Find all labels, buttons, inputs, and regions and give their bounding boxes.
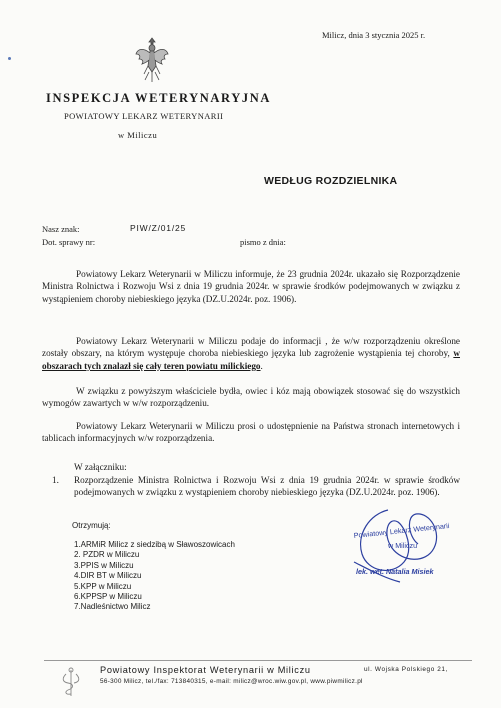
attachments-title: W załączniku:: [74, 462, 127, 472]
recipients-list: [74, 540, 235, 613]
recipient-heading: WEDŁUG ROZDZIELNIKA: [264, 175, 398, 187]
recipient-item: 6.KPPSP w Miliczu: [74, 592, 142, 602]
footer-divider: [44, 660, 472, 661]
recipient-item: 1.ARMiR Milicz z siedzibą w Sławoszowicach: [74, 540, 235, 549]
footer-address: ul. Wojska Polskiego 21,: [364, 666, 448, 673]
institution-subtitle: POWIATOWY LEKARZ WETERYNARII: [64, 111, 224, 121]
paragraph-4: [42, 420, 460, 445]
recipients-title: Otrzymują:: [72, 521, 111, 530]
stamp-line-2: w Miliczu: [388, 541, 418, 550]
document-date: Milicz, dnia 3 stycznia 2025 r.: [322, 30, 426, 40]
our-ref-label: Nasz znak:: [42, 224, 80, 234]
our-ref-value: PIW/Z/01/25: [130, 223, 187, 233]
paragraph-2: [42, 335, 460, 372]
attachment-number: 1.: [52, 475, 59, 485]
recipient-item: 4.DIR BT w Miliczu: [74, 571, 142, 581]
stamp-line-1: Powiatowy Lekarz Weterynarii: [353, 520, 450, 540]
polish-eagle-emblem-icon: [134, 36, 170, 86]
paragraph-1: [42, 268, 460, 305]
recipient-item: 2. PZDR w Miliczu: [74, 550, 140, 560]
stamp-line-3: lek. wet. Natalia Misiek: [356, 567, 434, 576]
letter-date-label: pismo z dnia:: [240, 237, 286, 247]
paragraph-3: [42, 385, 460, 410]
institution-city: w Miliczu: [118, 130, 158, 140]
paragraph-4-text: Powiatowy Lekarz Weterynarii w Miliczu prosi o udostępnienie na Państwa stronach internetowych i tablicach informacyjnych w/w rozporządzenia.: [42, 421, 460, 444]
paragraph-1-text: Powiatowy Lekarz Weterynarii w Miliczu informuje, że 23 grudnia 2024r. ukazało się Rozporządzenie Ministra Rolnictwa i Rozwoju Wsi z dnia 19 grudnia 2024r. w sprawie środków podejmowanych w związku z wystąpieniem choroby niebieskiego języka (DZ.U.2024r. poz. 1906).: [42, 269, 460, 304]
official-stamp-signature: [348, 504, 458, 584]
attachment-item: [52, 474, 460, 499]
case-number-label: Dot. sprawy nr:: [42, 237, 96, 247]
paragraph-2-text: Powiatowy Lekarz Weterynarii w Miliczu podaje do informacji , że w/w rozporządzeniu określone zostały obszary, na którym występuje choroba niebieskiego języka lub zagrożenie wystąpienia tej choroby,: [42, 336, 460, 359]
attachment-text: Rozporządzenie Ministra Rolnictwa i Rozwoju Wsi z dnia 19 grudnia 2024r. w sprawie środków podejmowanych w związku z wystąpieniem choroby niebieskiego języka (DZ.U.2024r. poz. 1906).: [74, 475, 460, 498]
footer-institution: Powiatowy Inspektorat Weterynarii w Miliczu: [100, 665, 311, 675]
recipient-item: 5.KPP w Miliczu: [74, 581, 132, 591]
institution-name: INSPEKCJA WETERYNARYJNA: [46, 91, 271, 105]
blue-mark: [8, 57, 11, 60]
paragraph-2-end: .: [260, 360, 263, 371]
paragraph-3-text: W związku z powyższym właściciele bydła, owiec i kóz mają obowiązek stosować się do wszystkich wymogów zawartych w w/w rozporządzeniu.: [42, 386, 460, 409]
recipient-item: 3.PPIS w Miliczu: [74, 560, 134, 570]
paragraph-2-emphasis: w obszarach tych znalazł się cały teren powiatu milickiego: [42, 348, 460, 371]
footer-contact: 56-300 Milicz, tel./fax: 713840315, e-mail: milicz@wroc.wiw.gov.pl, www.piwmilicz.pl: [100, 678, 363, 685]
veterinary-logo-icon: [58, 666, 84, 700]
recipient-item: 7.Nadleśnictwo Milicz: [74, 602, 151, 612]
